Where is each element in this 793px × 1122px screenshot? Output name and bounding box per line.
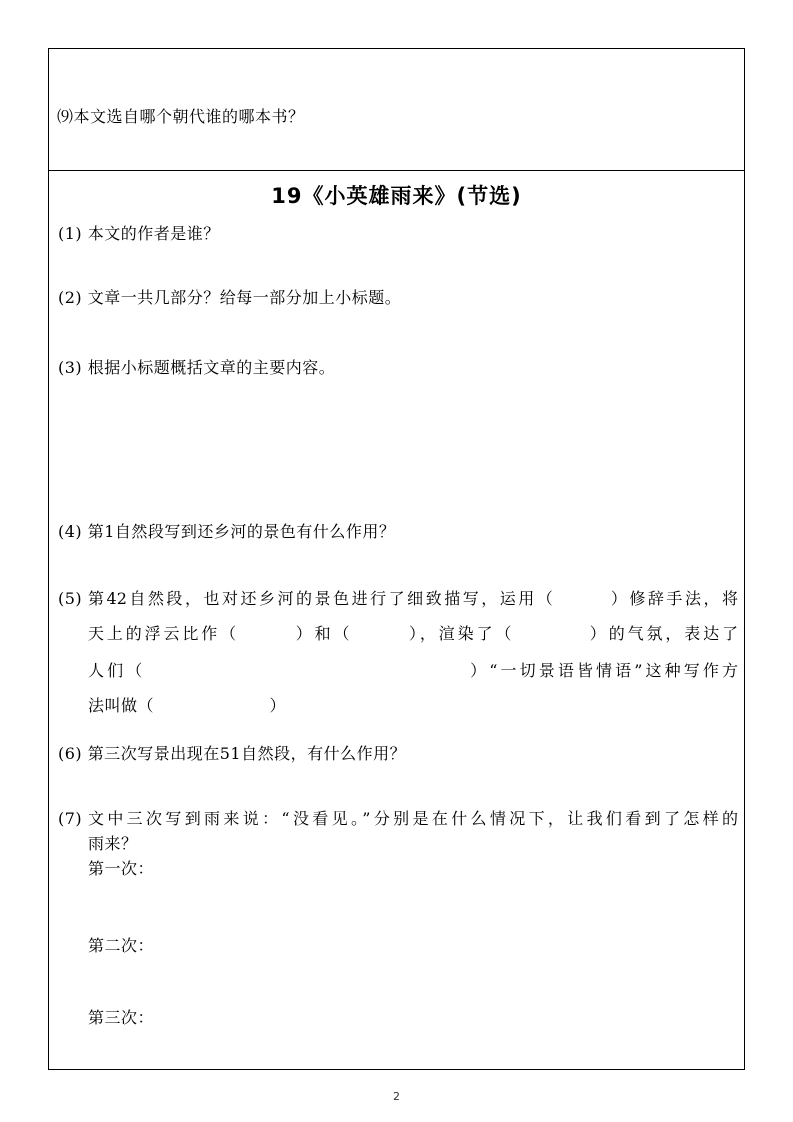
question-5-number: (5) xyxy=(58,589,83,608)
question-7-line-1: 文中三次写到雨来说：“没看见。”分别是在什么情况下，让我们看到了怎样的 xyxy=(88,809,738,828)
question-7-line-2: 雨来？ xyxy=(88,834,138,853)
answer-label-third: 第三次： xyxy=(88,1008,155,1027)
question-5-line-2: 天上的浮云比作（ ）和（ ），渲染了（ ）的气氛，表达了 xyxy=(88,624,738,643)
section-divider xyxy=(48,170,745,171)
question-5-line-3: 人们（ ）“一切景语皆情语”这种写作方 xyxy=(88,661,738,680)
question-9: ⑼本文选自哪个朝代谁的哪本书？ xyxy=(57,107,305,126)
question-2: (2) 文章一共几部分？给每一部分加上小标题。 xyxy=(58,288,402,307)
question-3: (3) 根据小标题概括文章的主要内容。 xyxy=(58,358,336,377)
question-4: (4) 第1自然段写到还乡河的景色有什么作用？ xyxy=(58,522,396,541)
question-5-line-4: 法叫做（ ） xyxy=(88,696,287,715)
question-7-number: (7) xyxy=(58,809,83,828)
answer-label-first: 第一次： xyxy=(88,859,155,878)
question-1: (1) 本文的作者是谁？ xyxy=(58,224,220,243)
question-6: (6) 第三次写景出现在51自然段，有什么作用？ xyxy=(58,744,407,763)
question-5-line-1: 第42自然段，也对还乡河的景色进行了细致描写，运用（ ）修辞手法，将 xyxy=(88,589,738,608)
answer-label-second: 第二次： xyxy=(88,936,155,955)
section-title: 19《小英雄雨来》(节选) xyxy=(271,184,522,208)
page-number: 2 xyxy=(393,1090,400,1103)
